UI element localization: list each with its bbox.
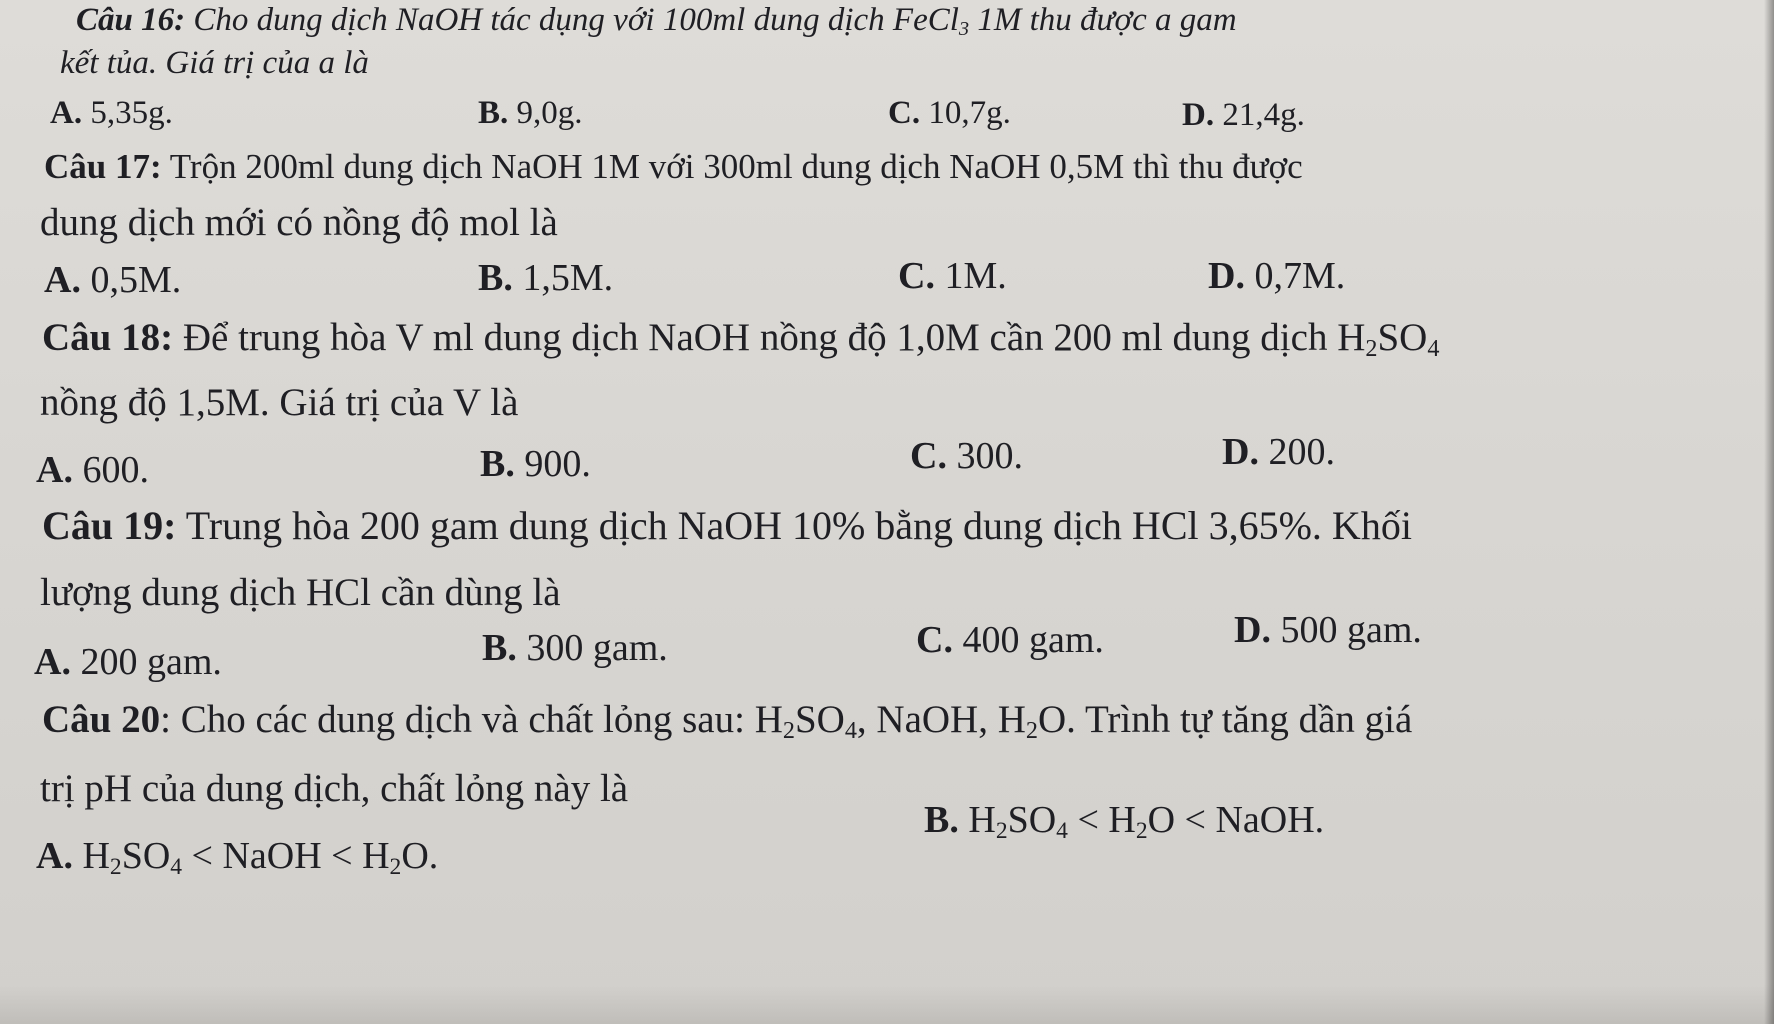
question-19-line-1 <box>42 502 1412 549</box>
question-18-line-2: nồng độ 1,5M. Giá trị của V là <box>40 381 519 424</box>
question-16-option-b[interactable]: B. 9,0g. <box>478 95 583 131</box>
page-bottom-shade <box>0 984 1774 1024</box>
question-18-option-d[interactable]: D. 200. <box>1222 431 1335 473</box>
question-16-line-1 <box>76 2 1237 39</box>
question-18-label: Câu 18: <box>42 316 174 359</box>
question-18-option-c[interactable]: C. 300. <box>910 435 1023 477</box>
question-18-text: Để trung hòa V ml dung dịch NaOH nồng độ 1,0M cần 200 ml dung dịch $H_2SO_4$ <box>182 316 1440 363</box>
question-18-line-1 <box>42 315 1440 363</box>
question-16-option-a[interactable]: A. 5,35g. <box>50 95 173 131</box>
question-19-option-a[interactable]: A. 200 gam. <box>34 641 222 683</box>
question-16-option-d[interactable]: D. 21,4g. <box>1182 97 1305 133</box>
question-19-text: Trung hòa 200 gam dung dịch NaOH 10% bằng dung dịch HCl 3,65%. Khối <box>185 503 1412 548</box>
question-20-text: : Cho các dung dịch và chất lỏng sau: $H_2SO_4$, NaOH, $H_2O$. Trình tự tăng dần giá <box>160 698 1413 745</box>
question-20-option-a[interactable]: A. $H_2SO_4$ < NaOH < $H_2O$. <box>36 835 439 880</box>
question-17-line-1 <box>44 147 1303 187</box>
question-17-option-d[interactable]: D. 0,7M. <box>1208 255 1346 297</box>
page-edge-shadow <box>1764 0 1774 1024</box>
question-16-option-c[interactable]: C. 10,7g. <box>888 95 1011 131</box>
question-19-line-2: lượng dung dịch HCl cần dùng là <box>40 571 561 614</box>
question-16-label: Câu 16: <box>76 2 186 38</box>
question-20-label: Câu 20 <box>42 698 161 741</box>
question-20-line-1 <box>42 697 1413 745</box>
question-19-label: Câu 19: <box>42 503 177 548</box>
question-18-option-b[interactable]: B. 900. <box>480 443 591 485</box>
question-17-option-c[interactable]: C. 1M. <box>898 255 1007 297</box>
question-19-option-c[interactable]: C. 400 gam. <box>916 619 1104 661</box>
question-17-text: Trộn 200ml dung dịch NaOH 1M với 300ml dung dịch NaOH 0,5M thì thu được <box>169 147 1303 186</box>
question-17-option-a[interactable]: A. 0,5M. <box>44 259 182 301</box>
question-16-line-2: kết tủa. Giá trị của a là <box>60 45 369 81</box>
question-16-text: Cho dung dịch NaOH tác dụng với 100ml dung dịch FeCl$_3$ 1M thu được a gam <box>193 2 1237 41</box>
question-19-option-b[interactable]: B. 300 gam. <box>482 627 668 669</box>
question-17-label: Câu 17: <box>44 147 162 186</box>
question-20-line-2: trị pH của dung dịch, chất lỏng này là <box>40 767 629 810</box>
question-20-option-b[interactable]: B. $H_2SO_4 < H_2O$ < NaOH. <box>924 799 1325 844</box>
question-18-option-a[interactable]: A. 600. <box>36 449 149 491</box>
question-19-option-d[interactable]: D. 500 gam. <box>1234 609 1422 651</box>
question-17-line-2: dung dịch mới có nồng độ mol là <box>40 201 558 244</box>
question-17-option-b[interactable]: B. 1,5M. <box>478 257 614 299</box>
